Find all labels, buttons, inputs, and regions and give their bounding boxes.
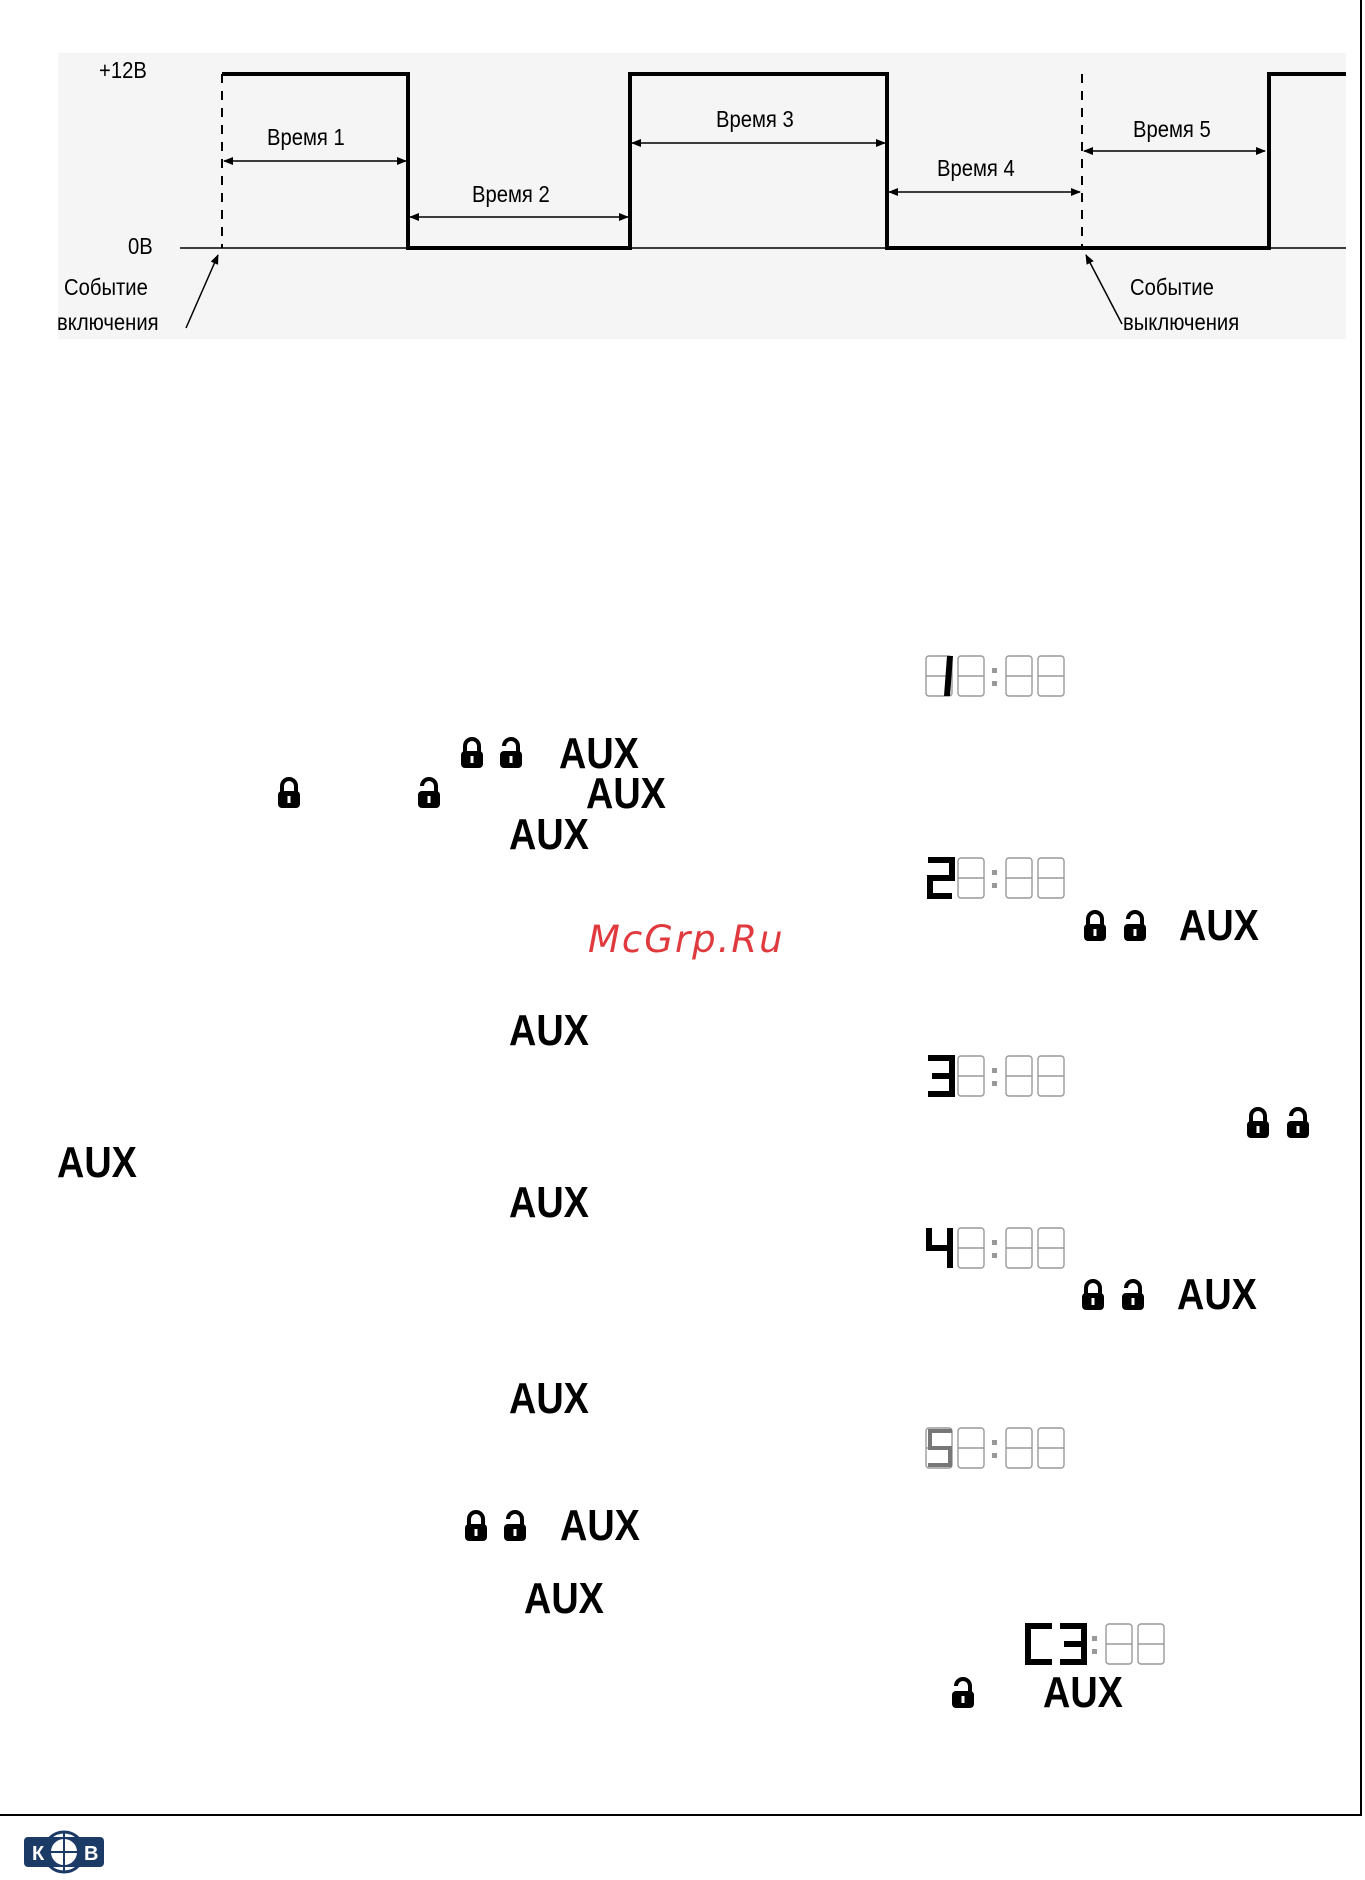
display-readout-c3 <box>1022 1620 1172 1670</box>
aux-label: AUX <box>509 810 589 859</box>
lock-open-icon <box>498 736 524 770</box>
interval-label-3: Время 3 <box>716 106 794 132</box>
brand-logo <box>22 1827 106 1877</box>
display-readout-2 <box>922 854 1072 904</box>
lock-open-icon <box>1120 1278 1146 1312</box>
aux-label: AUX <box>560 1501 640 1550</box>
svg-text:В: В <box>84 1843 99 1865</box>
display-readout-3 <box>922 1052 1072 1102</box>
lock-closed-icon <box>459 736 485 770</box>
aux-label: AUX <box>1179 901 1259 950</box>
watermark: McGrp.Ru <box>588 918 785 961</box>
event-on-label-line2: включения <box>57 309 159 335</box>
display-readout-4 <box>922 1224 1072 1274</box>
aux-label: AUX <box>559 729 639 778</box>
aux-label: AUX <box>586 769 666 818</box>
svg-text:К: К <box>32 1843 45 1865</box>
aux-label: AUX <box>1177 1270 1257 1319</box>
voltage-low-label: 0В <box>128 233 153 259</box>
voltage-high-label: +12В <box>99 57 147 83</box>
display-readout-5 <box>922 1424 1072 1474</box>
interval-label-5: Время 5 <box>1133 116 1211 142</box>
lock-open-icon <box>1285 1106 1311 1140</box>
aux-label: AUX <box>524 1574 604 1623</box>
timing-diagram <box>0 0 1365 360</box>
lock-open-icon <box>1122 909 1148 943</box>
lock-closed-icon <box>1245 1106 1271 1140</box>
event-off-label-line2: выключения <box>1123 309 1240 335</box>
aux-label: AUX <box>57 1138 137 1187</box>
lock-closed-icon <box>276 776 302 810</box>
event-on-pointer <box>186 255 218 328</box>
display-readout-1 <box>922 652 1072 702</box>
lock-closed-icon <box>1080 1278 1106 1312</box>
aux-label: AUX <box>1043 1668 1123 1717</box>
lock-open-icon <box>950 1676 976 1710</box>
lock-closed-icon <box>463 1509 489 1543</box>
aux-label: AUX <box>509 1374 589 1423</box>
interval-label-4: Время 4 <box>937 155 1015 181</box>
event-off-pointer <box>1086 255 1122 324</box>
aux-label: AUX <box>509 1178 589 1227</box>
event-off-label-line1: Событие <box>1130 274 1214 300</box>
aux-label: AUX <box>509 1006 589 1055</box>
lock-open-icon <box>502 1509 528 1543</box>
interval-label-2: Время 2 <box>472 181 550 207</box>
interval-label-1: Время 1 <box>267 124 345 150</box>
lock-closed-icon <box>1082 909 1108 943</box>
lock-open-icon <box>416 776 442 810</box>
event-on-label-line1: Событие <box>64 274 148 300</box>
